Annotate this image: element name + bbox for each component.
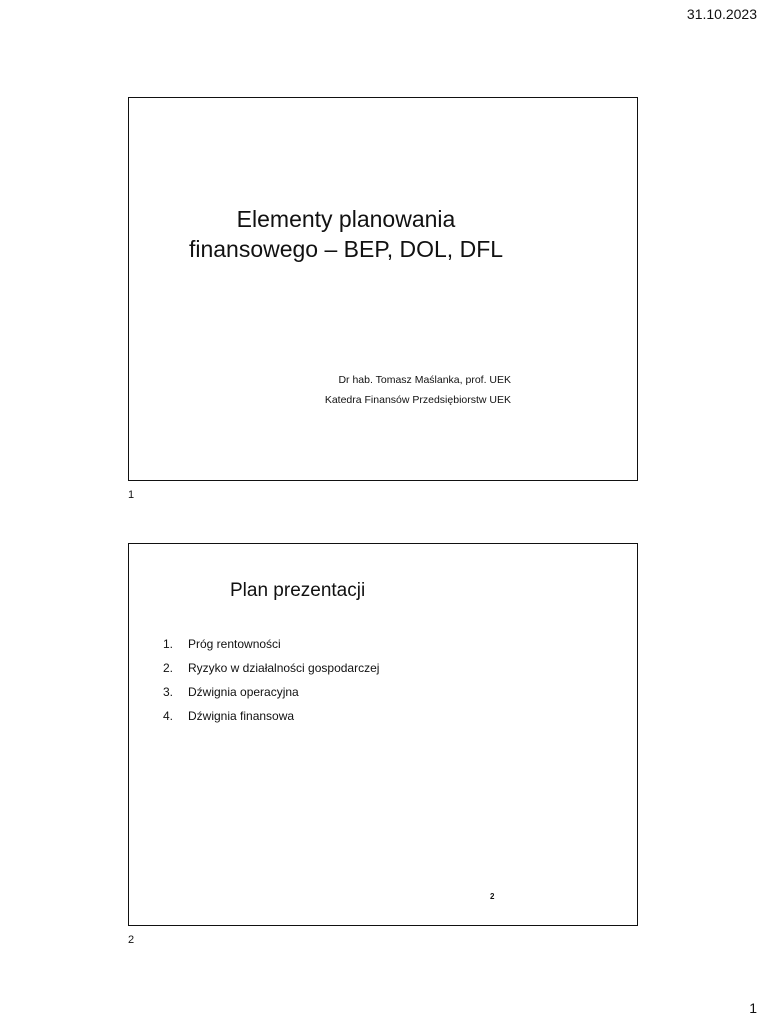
page-number: 1: [749, 1000, 757, 1016]
slide-1-author-block: [325, 370, 511, 410]
list-item-text: Dźwignia operacyjna: [188, 685, 299, 699]
slide-1-title-line-2: finansowego – BEP, DOL, DFL: [188, 236, 504, 262]
slide-2-agenda-list: [163, 636, 379, 732]
list-item-number: 2.: [163, 661, 174, 675]
list-item-number: 1.: [163, 637, 174, 651]
list-item: [163, 708, 379, 732]
slide-1-number: 1: [128, 489, 135, 501]
slide-1-title-line-1: Elementy planowania: [236, 206, 456, 232]
slide-1-title: [129, 204, 563, 264]
list-item: [163, 684, 379, 708]
slide-2-number: 2: [128, 934, 135, 946]
list-item-text: Dźwignia finansowa: [188, 709, 295, 723]
slide-2-footer-number: 2: [490, 892, 495, 901]
list-item-number: 3.: [163, 685, 174, 699]
slide-1-thumbnail: [128, 97, 638, 481]
slide-1-author-department: Katedra Finansów Przedsiębiorstw UEK: [324, 394, 511, 406]
slide-1-author-name: Dr hab. Tomasz Maślanka, prof. UEK: [338, 374, 511, 386]
slide-2-title: Plan prezentacji: [230, 580, 366, 601]
list-item: [163, 660, 379, 684]
list-item: [163, 636, 379, 660]
list-item-text: Próg rentowności: [188, 637, 281, 651]
slide-2-thumbnail: [128, 543, 638, 926]
list-item-text: Ryzyko w działalności gospodarczej: [188, 661, 380, 675]
page-date: 31.10.2023: [686, 6, 757, 22]
list-item-number: 4.: [163, 709, 174, 723]
